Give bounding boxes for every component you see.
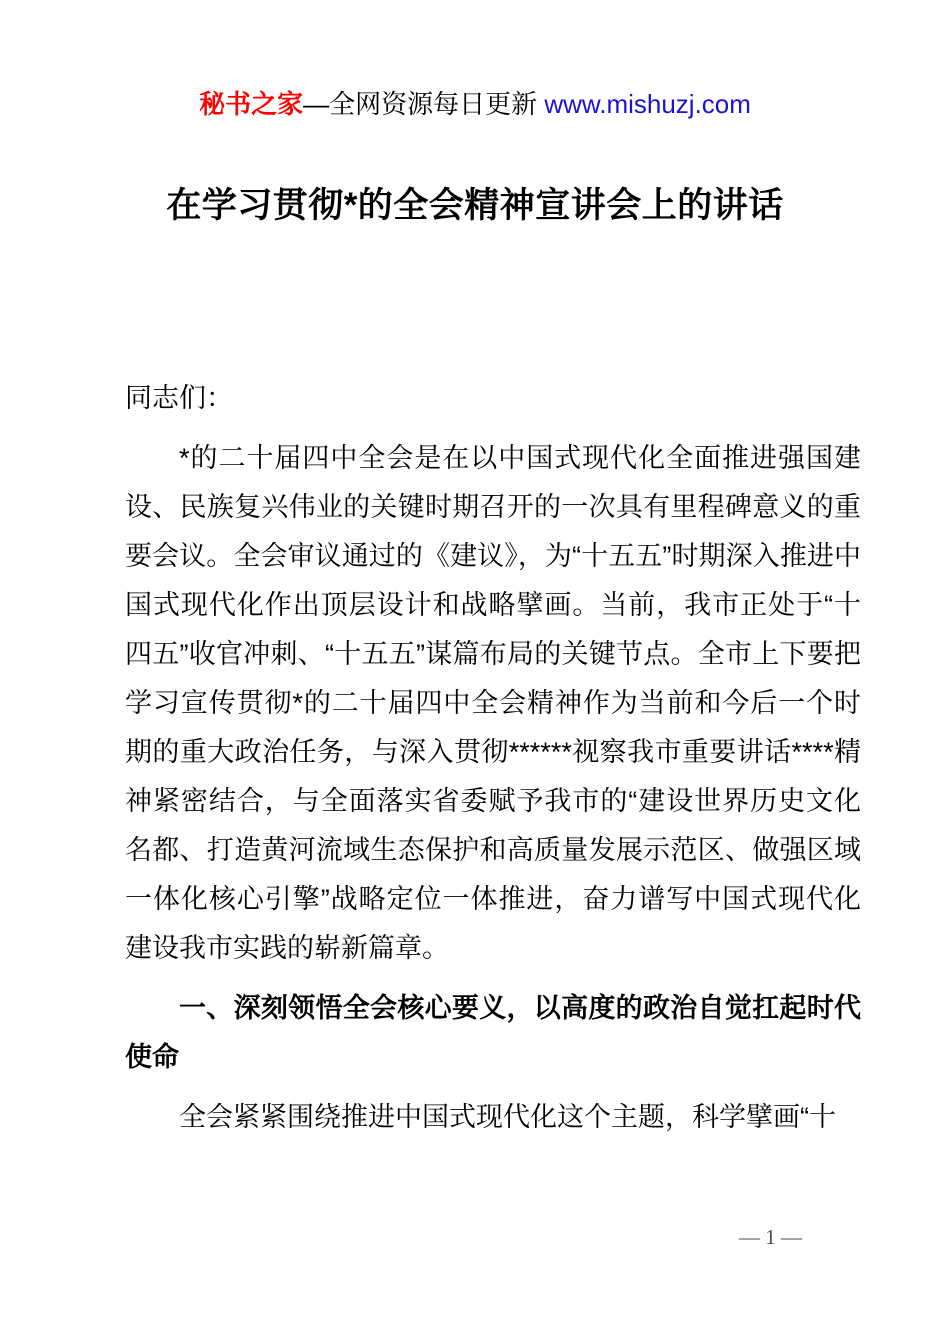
- document-title: 在学习贯彻*的全会精神宣讲会上的讲话: [166, 186, 784, 225]
- salutation: 同志们：: [125, 383, 233, 413]
- site-brand: 秘书之家: [199, 89, 304, 119]
- paragraph-section-1: 全会紧紧围绕推进中国式现代化这个主题，科学擘画“十: [179, 1102, 836, 1132]
- section-heading-1: 一、深刻领悟全会核心要义，以高度的政治自觉扛起时代使命: [125, 993, 861, 1072]
- site-url-link[interactable]: www.mishuzj.com: [544, 89, 751, 119]
- paragraph-intro: *的二十届四中全会是在以中国式现代化全面推进强国建设、民族复兴伟业的关键时期召开的一次具有里程碑意义的重要会议。全会审议通过的《建议》，为“十五五”时期深入推进中国式现代化作出顶层设计和战略擘画。当前，我市正处于“十四五”收官冲刺、“十五五”谋篇布局的关键节点。全市上下要把学习宣传贯彻*的二十届四中全会精神作为当前和今后一个时期的重大政治任务，与深入贯彻******视察我市重要讲话****精神紧密结合，与全面落实省委赋予我市的“建设世界历史文化名都、打造黄河流域生态保护和高质量发展示范区、做强区域一体化核心引擎”战略定位一体推进，奋力谱写中国式现代化建设我市实践的崭新篇章。: [125, 443, 861, 963]
- page-number: — 1 —: [739, 1225, 802, 1249]
- document-body: [125, 374, 861, 1153]
- site-tagline: —全网资源每日更新: [303, 89, 545, 119]
- site-watermark-header: [0, 89, 950, 119]
